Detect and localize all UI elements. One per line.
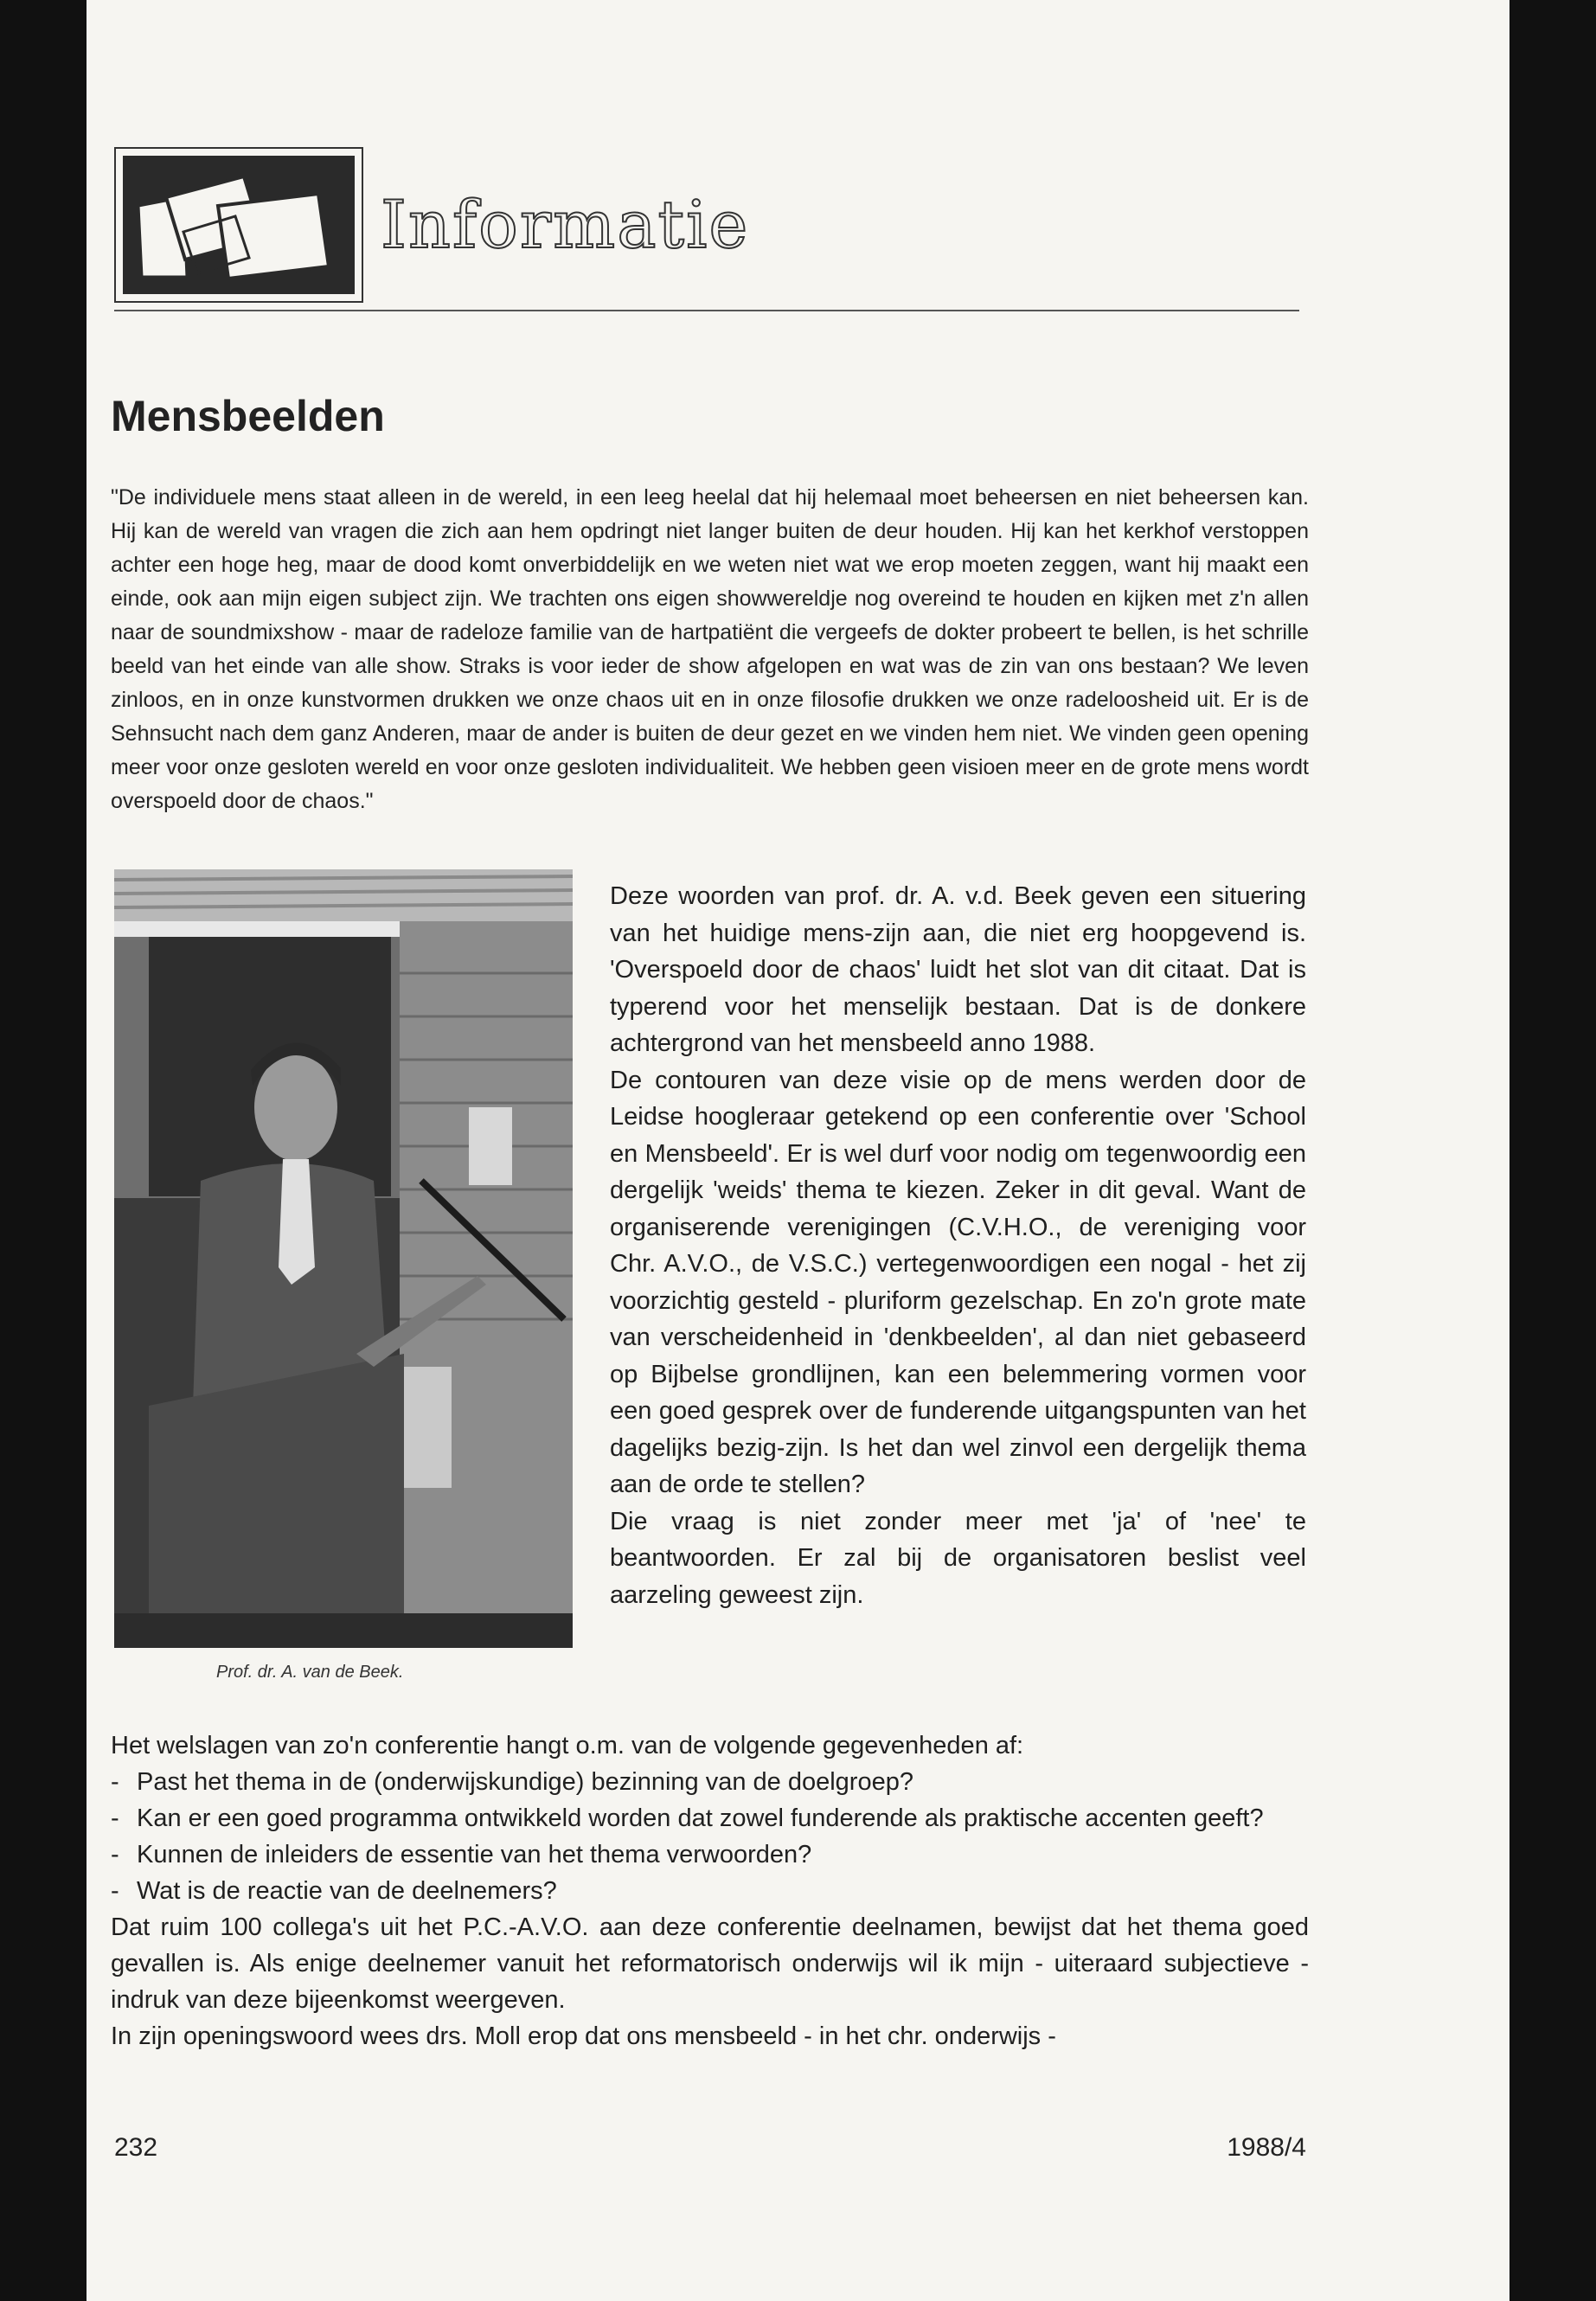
paragraph: De contouren van deze visie op de mens werden door de Leidse hoogleraar getekend op een conferentie over 'School en Mensbeeld'. Er is wel durf voor nodig om tegenwoordig een dergelijk 'weids' thema te kiezen. Zeker in dit geval. Want de organiserende verenigingen (C.V.H.O., de vereniging voor Chr. A.V.O., de V.S.C.) vertegenwoordigen een nogal - het zij voorzichtig gesteld - pluriform gezelschap. En zo'n grote mate van verscheidenheid in 'denkbeelden', al dan niet gebaseerd op Bijbelse grondlijnen, kan een belemmering vormen voor een goed gesprek over de funderende uitgangspunten van het dagelijks bezig-zijn. Is het dan wel zinvol een dergelijk thema aan de orde te stellen? [610, 1066, 1306, 1498]
list-item: - Kunnen de inleiders de essentie van het thema verwoorden? [111, 1841, 812, 1868]
criteria-list [111, 1764, 1309, 1909]
paragraph: Dat ruim 100 collega's uit het P.C.-A.V.O. aan deze conferentie deelnamen, bewijst dat het thema goed gevallen is. Als enige deelnemer vanuit het reformatorisch onderwijs wil ik mijn - uiteraard subjectieve - indruk van deze bijeenkomst weergeven. [111, 1913, 1309, 2014]
page-number: 232 [114, 2133, 158, 2162]
list-item: - Past het thema in de (onderwijskundige) bezinning van de doelgroep? [111, 1768, 913, 1796]
issue-number: 1988/4 [1227, 2133, 1306, 2162]
photo-caption: Prof. dr. A. van de Beek. [216, 1663, 404, 1682]
article-column [610, 878, 1306, 1613]
paragraph: In zijn openingswoord wees drs. Moll erop dat ons mensbeeld - in het chr. onderwijs - [111, 2022, 1056, 2050]
section-logo [114, 147, 363, 303]
paragraph: Deze woorden van prof. dr. A. v.d. Beek geven een situering van het huidige mens-zijn aan, die niet erg hoopgevend is. 'Overspoeld door de chaos' luidt het slot van dit citaat. Dat is typerend voor het menselijk bestaan. Dat is de donkere achtergrond van het mensbeeld anno 1988. [610, 882, 1306, 1057]
article-body [111, 1727, 1309, 2054]
speaker-photo [114, 869, 573, 1648]
list-intro: Het welslagen van zo'n conferentie hangt o.m. van de volgende gegevenheden af: [111, 1732, 1024, 1759]
list-item: - Wat is de reactie van de deelnemers? [111, 1877, 557, 1905]
article-title: Mensbeelden [111, 392, 385, 440]
intro-quote: "De individuele mens staat alleen in de wereld, in een leeg heelal dat hij helemaal moet beheersen en niet beheersen kan. Hij kan de wereld van vragen die zich aan hem opdringt niet langer buiten de deur houden. Hij kan het kerkhof verstoppen achter een hoge heg, maar de dood komt onverbiddelijk en we weten niet wat we erop moeten zeggen, want hij maakt een einde, ook aan mijn eigen subject zijn. We trachten ons eigen showwereldje nog overeind te houden en kijken met z'n allen naar de soundmixshow - maar de radeloze familie van de hartpatiënt die vergeefs de dokter probeert te bellen, is het schrille beeld van het einde van alle show. Straks is voor ieder de show afgelopen en wat was de zin van ons bestaan? We leven zinloos, en in onze kunstvormen drukken we onze chaos uit en in onze filosofie drukken we onze radeloosheid uit. Er is de Sehnsucht nach dem ganz Anderen, maar de ander is buiten de deur gezet en we vinden hem niet. We vinden geen opening meer voor onze gesloten wereld en voor onze gesloten individualiteit. We hebben geen visioen meer en de grote mens wordt overspoeld door de chaos." [111, 485, 1309, 813]
list-item: - Kan er een goed programma ontwikkeld worden dat zowel funderende als praktische accenten geeft? [111, 1804, 1264, 1832]
photo-cards-icon [123, 156, 355, 294]
paragraph: Die vraag is niet zonder meer met 'ja' of 'nee' te beantwoorden. Er zal bij de organisatoren beslist veel aarzeling geweest zijn. [610, 1507, 1306, 1609]
header-divider [114, 310, 1299, 311]
section-title: Informatie [381, 186, 750, 263]
